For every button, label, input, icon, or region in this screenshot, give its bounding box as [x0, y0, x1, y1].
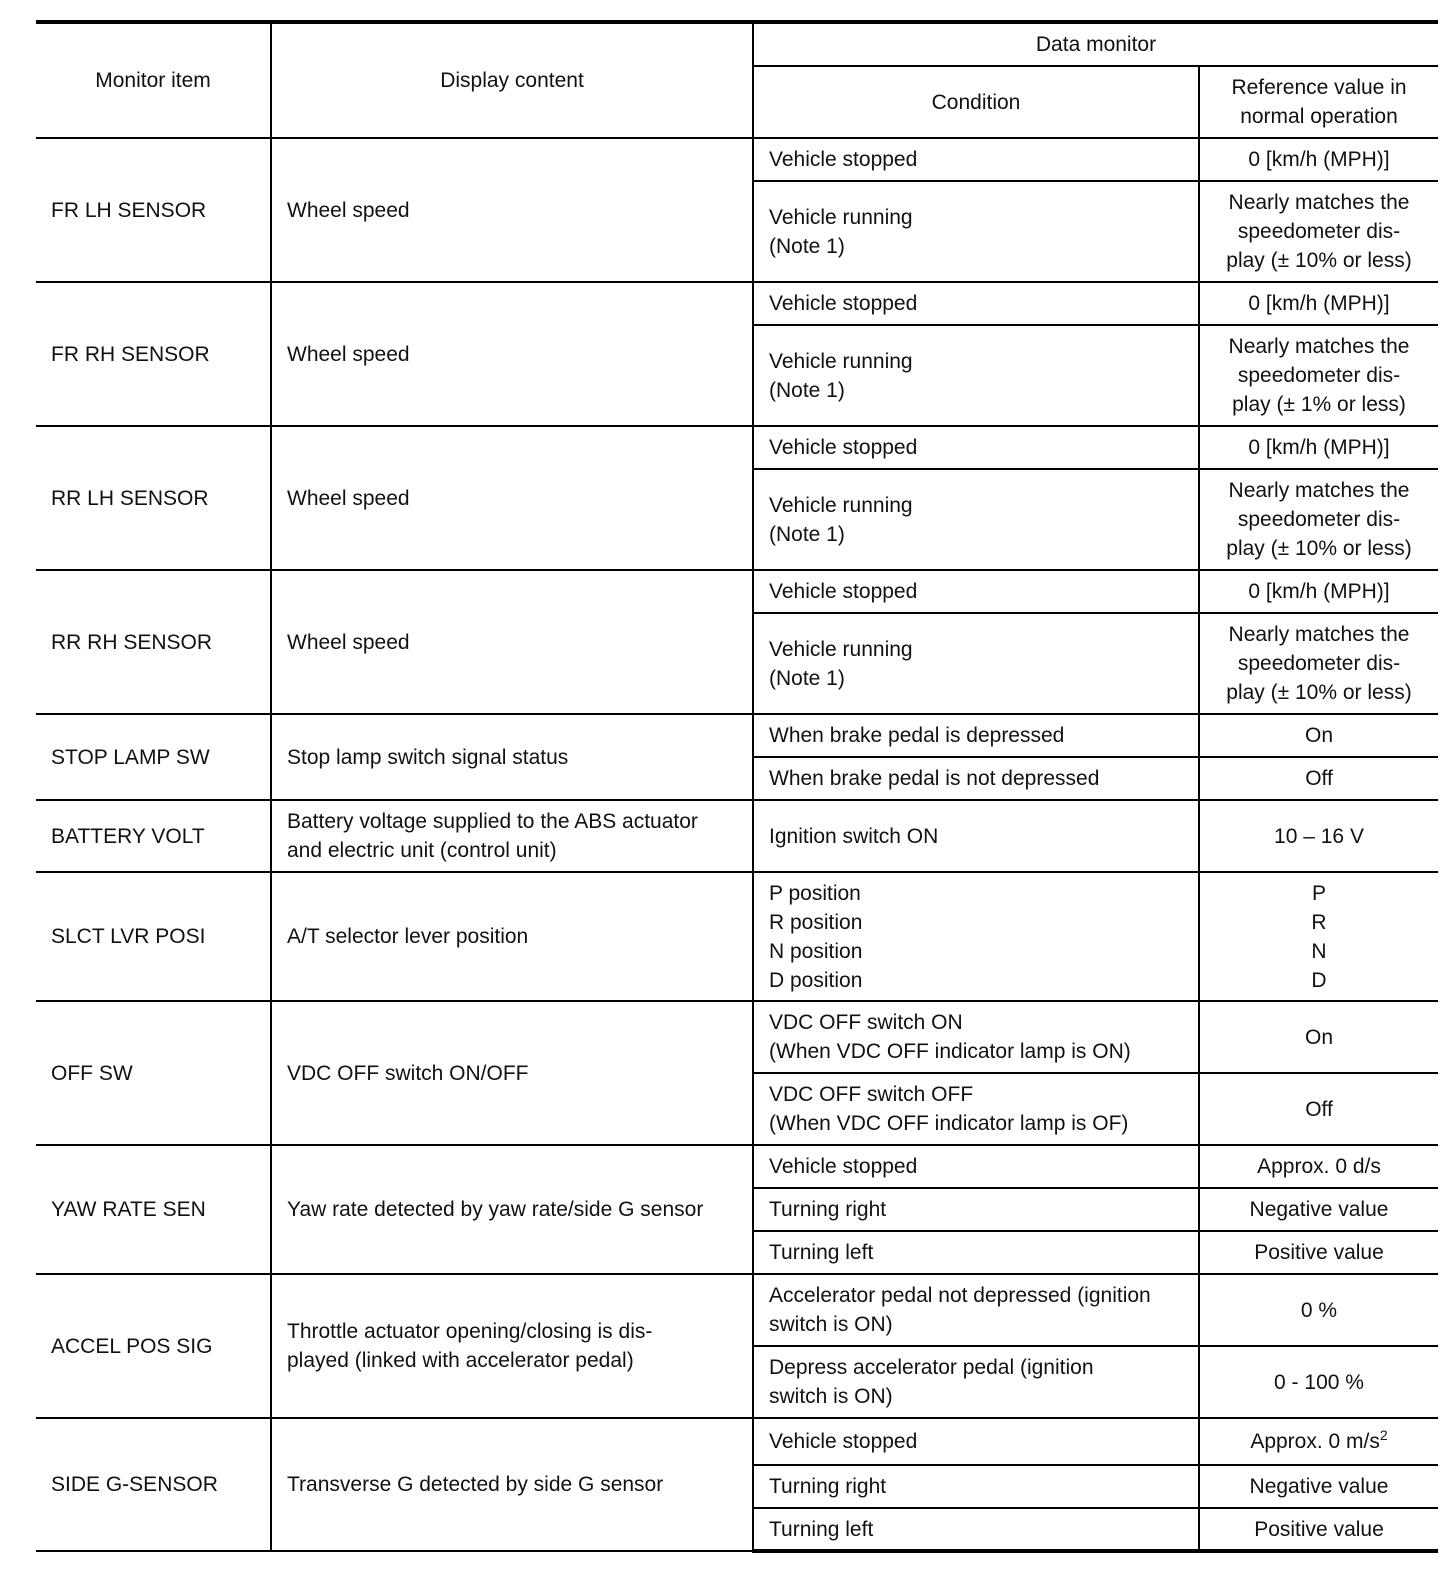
condition: Vehicle stopped [753, 1418, 1199, 1465]
condition: Vehicle stopped [753, 426, 1199, 469]
reference-value: Negative value [1199, 1188, 1438, 1231]
condition: When brake pedal is not depressed [753, 757, 1199, 800]
display-content: Wheel speed [271, 570, 753, 714]
reference-value: 0 [km/h (MPH)] [1199, 138, 1438, 181]
condition: Vehicle stopped [753, 570, 1199, 613]
monitor-item: ACCEL POS SIG [36, 1274, 271, 1418]
condition: P position R position N position D position [753, 872, 1199, 1001]
reference-value: 0 [km/h (MPH)] [1199, 570, 1438, 613]
reference-value: 0 [km/h (MPH)] [1199, 282, 1438, 325]
table-row [36, 138, 1438, 181]
reference-value-text: Approx. 0 m/s [1250, 1430, 1380, 1453]
table-row [36, 800, 1438, 872]
monitor-item: SIDE G-SENSOR [36, 1418, 271, 1551]
display-content: A/T selector lever position [271, 872, 753, 1001]
condition: Depress accelerator pedal (ignition switch is ON) [753, 1346, 1199, 1418]
monitor-item: FR RH SENSOR [36, 282, 271, 426]
display-content: Stop lamp switch signal status [271, 714, 753, 800]
condition: Turning right [753, 1465, 1199, 1508]
condition: Vehicle running (Note 1) [753, 613, 1199, 714]
reference-value: Off [1199, 1073, 1438, 1145]
reference-value [1199, 1418, 1438, 1465]
reference-value: On [1199, 714, 1438, 757]
table-row [36, 1001, 1438, 1073]
header-monitor-item: Monitor item [36, 22, 271, 138]
reference-value: Approx. 0 d/s [1199, 1145, 1438, 1188]
reference-value: P R N D [1199, 872, 1438, 1001]
display-content: Throttle actuator opening/closing is dis- played (linked with accelerator pedal) [271, 1274, 753, 1418]
table-row [36, 1145, 1438, 1188]
reference-value: Nearly matches the speedometer dis- play (± 10% or less) [1199, 613, 1438, 714]
table-header [36, 22, 1438, 138]
display-content: Wheel speed [271, 138, 753, 282]
condition: Vehicle running (Note 1) [753, 469, 1199, 570]
display-content: Yaw rate detected by yaw rate/side G sensor [271, 1145, 753, 1274]
display-content: Transverse G detected by side G sensor [271, 1418, 753, 1551]
table-row [36, 1418, 1438, 1465]
superscript-exponent: 2 [1379, 1427, 1388, 1443]
monitor-item: FR LH SENSOR [36, 138, 271, 282]
condition: Accelerator pedal not depressed (ignition switch is ON) [753, 1274, 1199, 1346]
reference-value: Off [1199, 757, 1438, 800]
condition: Vehicle running (Note 1) [753, 181, 1199, 282]
display-content: Battery voltage supplied to the ABS actuator and electric unit (control unit) [271, 800, 753, 872]
header-data-monitor: Data monitor [753, 22, 1438, 66]
data-monitor-table [36, 20, 1438, 1553]
condition: Vehicle stopped [753, 1145, 1199, 1188]
condition: Turning left [753, 1231, 1199, 1274]
header-display-content: Display content [271, 22, 753, 138]
display-content: Wheel speed [271, 282, 753, 426]
condition: Vehicle stopped [753, 138, 1199, 181]
monitor-item: SLCT LVR POSI [36, 872, 271, 1001]
monitor-item: STOP LAMP SW [36, 714, 271, 800]
table-row [36, 714, 1438, 757]
reference-value: 0 - 100 % [1199, 1346, 1438, 1418]
monitor-item: YAW RATE SEN [36, 1145, 271, 1274]
condition: VDC OFF switch OFF (When VDC OFF indicator lamp is OF) [753, 1073, 1199, 1145]
reference-value: Nearly matches the speedometer dis- play (± 10% or less) [1199, 181, 1438, 282]
reference-value: Nearly matches the speedometer dis- play (± 10% or less) [1199, 469, 1438, 570]
table-row [36, 426, 1438, 469]
condition: Ignition switch ON [753, 800, 1199, 872]
reference-value: 10 – 16 V [1199, 800, 1438, 872]
condition: VDC OFF switch ON (When VDC OFF indicator lamp is ON) [753, 1001, 1199, 1073]
condition: When brake pedal is depressed [753, 714, 1199, 757]
reference-value: Positive value [1199, 1508, 1438, 1551]
condition: Turning left [753, 1508, 1199, 1551]
reference-value: 0 % [1199, 1274, 1438, 1346]
table-row [36, 872, 1438, 1001]
monitor-item: OFF SW [36, 1001, 271, 1145]
table-row [36, 282, 1438, 325]
header-reference-value: Reference value in normal operation [1199, 66, 1438, 138]
display-content: VDC OFF switch ON/OFF [271, 1001, 753, 1145]
reference-value: Negative value [1199, 1465, 1438, 1508]
header-condition: Condition [753, 66, 1199, 138]
monitor-item: RR LH SENSOR [36, 426, 271, 570]
reference-value: On [1199, 1001, 1438, 1073]
condition: Vehicle running (Note 1) [753, 325, 1199, 426]
condition: Vehicle stopped [753, 282, 1199, 325]
table-row [36, 570, 1438, 613]
monitor-item: RR RH SENSOR [36, 570, 271, 714]
display-content: Wheel speed [271, 426, 753, 570]
condition: Turning right [753, 1188, 1199, 1231]
monitor-item: BATTERY VOLT [36, 800, 271, 872]
reference-value: Nearly matches the speedometer dis- play (± 1% or less) [1199, 325, 1438, 426]
table-row [36, 1274, 1438, 1346]
reference-value: 0 [km/h (MPH)] [1199, 426, 1438, 469]
reference-value: Positive value [1199, 1231, 1438, 1274]
